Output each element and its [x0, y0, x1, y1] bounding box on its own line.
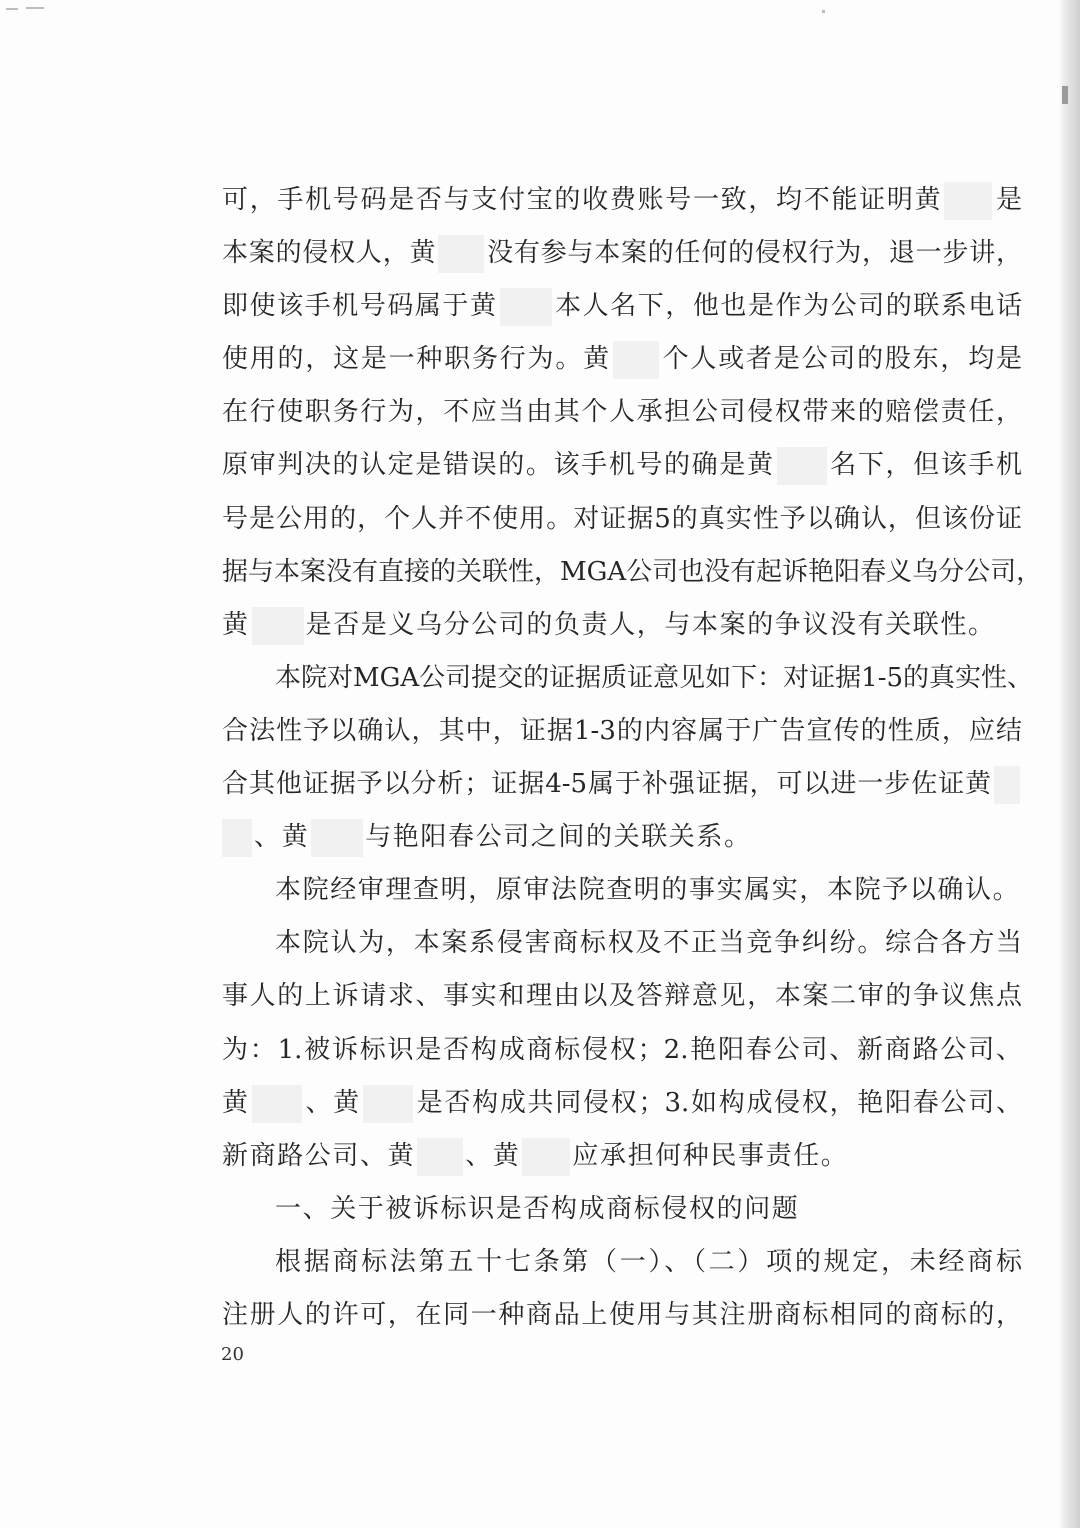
text-segment: 本人名下，他也是作为公司的联系电话 [553, 291, 1022, 322]
redacted-name [252, 607, 304, 645]
text-segment: 在行使职务行为，不应当由其个人承担公司侵权带来的赔偿责任， [222, 397, 1022, 428]
text-line [222, 386, 1022, 439]
text-line [222, 1289, 1022, 1342]
text-segment: 黄 [222, 1087, 250, 1118]
redacted-name [311, 819, 363, 857]
redacted-name [522, 1138, 570, 1176]
text-segment: 原审判决的认定是错误的。该手机号的确是黄 [222, 450, 775, 481]
text-segment: 名下，但该手机 [828, 450, 1022, 481]
redacted-name [613, 341, 659, 379]
text-segment: 本案的侵权人，黄 [222, 238, 437, 269]
redacted-name [944, 182, 992, 220]
text-segment: 号是公用的，个人并不使用。对证据5的真实性予以确认，但该份证 [222, 503, 1022, 534]
page-edge-shadow [1058, 0, 1080, 1528]
text-line [222, 280, 1022, 333]
text-line [222, 599, 1022, 652]
text-segment: 注册人的许可，在同一种商品上使用与其注册商标相同的商标的， [222, 1299, 1022, 1330]
text-segment: 一、关于被诉标识是否构成商标侵权的问题 [275, 1193, 800, 1224]
redacted-name [222, 819, 252, 857]
section-heading [222, 1183, 1022, 1236]
text-line [222, 439, 1022, 492]
redacted-name [417, 1138, 463, 1176]
text-segment: 本院经审理查明，原审法院查明的事实属实，本院予以确认。 [275, 875, 1021, 906]
text-line [222, 970, 1022, 1023]
text-segment: 黄 [222, 609, 250, 640]
text-line [222, 705, 1022, 758]
text-line [222, 864, 1022, 917]
text-segment: 事人的上诉请求、事实和理由以及答辩意见，本案二审的争议焦点 [222, 981, 1022, 1012]
text-segment: 、黄 [254, 822, 310, 853]
redacted-name [438, 235, 484, 273]
text-segment: 与艳阳春公司之间的关联关系。 [365, 822, 752, 853]
text-line [222, 174, 1022, 227]
text-segment: 应承担何种民事责任。 [572, 1140, 849, 1171]
text-line [222, 1077, 1022, 1130]
text-line [222, 333, 1022, 386]
text-segment: 、黄 [303, 1087, 361, 1118]
text-segment: 是否是义乌分公司的负责人，与本案的争议没有关联性。 [305, 609, 996, 640]
redacted-name [252, 1085, 302, 1123]
redacted-name [994, 766, 1020, 804]
text-segment: 没有参与本案的任何的侵权行为，退一步讲， [486, 238, 1022, 269]
text-segment: 合法性予以确认，其中，证据1-3的内容属于广告宣传的性质，应结 [222, 715, 1022, 746]
page-number: 20 [221, 1344, 244, 1365]
redacted-name [777, 447, 827, 485]
text-line [222, 917, 1022, 970]
scan-speck [26, 7, 44, 9]
text-line [222, 758, 1022, 811]
text-line [222, 1130, 1022, 1183]
text-segment: 可，手机号码是否与支付宝的收费账号一致，均不能证明黄 [222, 185, 943, 215]
text-segment: 使用的，这是一种职务行为。黄 [222, 344, 611, 375]
text-segment: 是否构成共同侵权；3.如构成侵权，艳阳春公司、 [414, 1087, 1022, 1118]
text-segment: 根据商标法第五十七条第（一）、（二）项的规定，未经商标 [275, 1246, 1022, 1277]
text-line [222, 493, 1022, 546]
scan-speck [6, 8, 18, 10]
scan-speck [822, 10, 825, 13]
text-segment: 据与本案没有直接的关联性，MGA公司也没有起诉艳阳春义乌分公司， [222, 556, 1043, 587]
text-segment: 是 [994, 185, 1022, 215]
text-segment: 本院认为，本案系侵害商标权及不正当竞争纠纷。综合各方当 [275, 928, 1022, 959]
text-segment: 、黄 [465, 1140, 521, 1171]
text-line [222, 1024, 1022, 1077]
text-segment: 即使该手机号码属于黄 [222, 291, 498, 322]
text-line [222, 811, 1022, 864]
redacted-name [363, 1085, 413, 1123]
document-body [222, 174, 1043, 1342]
text-segment: 合其他证据予以分析；证据4-5属于补强证据，可以进一步佐证黄 [222, 769, 992, 800]
text-line [222, 1236, 1022, 1289]
text-segment: 个人或者是公司的股东，均是 [660, 344, 1022, 375]
scan-speck [1062, 86, 1068, 104]
text-line [222, 227, 1022, 280]
text-segment: 本院对MGA公司提交的证据质证意见如下：对证据1-5的真实性、 [275, 662, 1034, 693]
text-line [222, 652, 1034, 705]
text-segment: 为：1.被诉标识是否构成商标侵权；2.艳阳春公司、新商路公司、 [222, 1034, 1022, 1065]
text-segment: 新商路公司、黄 [222, 1140, 416, 1171]
text-line [222, 546, 1043, 599]
redacted-name [500, 288, 552, 326]
